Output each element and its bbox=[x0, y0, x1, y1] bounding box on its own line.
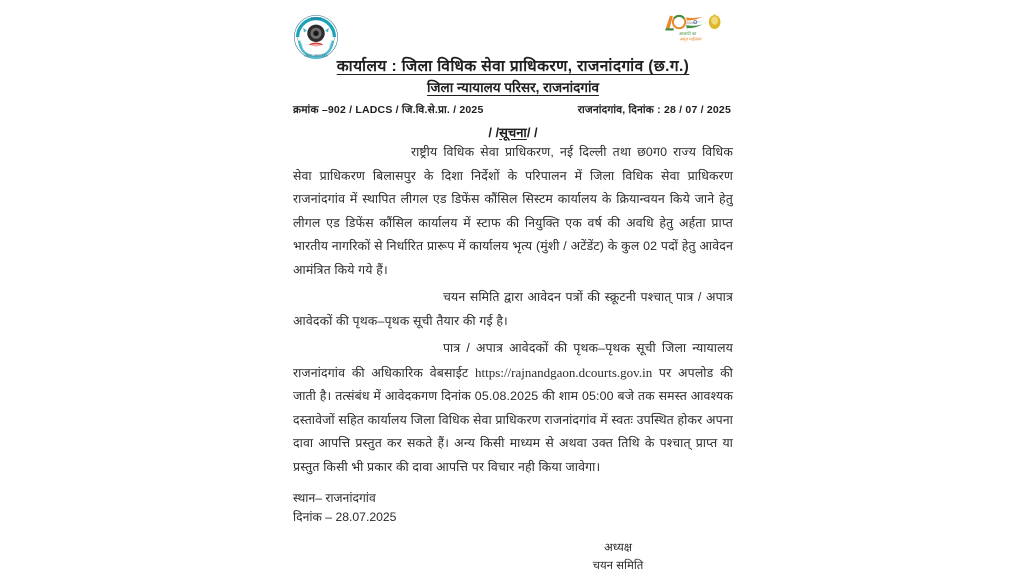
notice-heading-prefix: / / bbox=[488, 125, 500, 140]
paragraph-3 bbox=[293, 337, 733, 479]
closing-place: स्थान– राजनांदगांव bbox=[293, 491, 376, 505]
signatory-committee: चयन समिति bbox=[592, 560, 644, 572]
office-title-line1: कार्यालय : जिला विधिक सेवा प्राधिकरण, राजनांदगांव (छ.ग.) bbox=[336, 58, 690, 75]
notice-document bbox=[293, 0, 733, 575]
svg-text:आज़ादी का: आज़ादी का bbox=[678, 31, 697, 37]
paragraph-3-pre-url: पात्र / अपात्र आवेदकों की पृथक–पृथक सूची जिला न्यायालय राजनांदगांव की अधिकारिक वेबसाईट bbox=[293, 341, 733, 380]
reference-row bbox=[293, 103, 733, 117]
paragraph-1: राष्ट्रीय विधिक सेवा प्राधिकरण, नई दिल्ली तथा छ0ग0 राज्य विधिक सेवा प्राधिकरण बिलासपुर के दिशा निर्देशों के परिपालन में जिला विधिक सेवा प्राधिकरण राजनांदगांव में स्थापित लीगल एड डिफेंस कौंसिल सिस्टम कार्यालय के क्रियान्वयन किये जाने हेतु लीगल एड डिफेंस कौंसिल कार्यालय में स्टाफ की नियुक्ति एक वर्ष की अवधि हेतु अर्हता प्राप्त भारतीय नागरिकों से निर्धारित प्रारूप में कार्यालय भृत्य (मुंशी / अटेंडेंट) के कुल 02 पदों हेतु आवेदन आमंत्रित किये गये हैं। bbox=[293, 145, 733, 277]
signature-block bbox=[293, 539, 733, 575]
office-title-line2: जिला न्यायालय परिसर, राजनांदगांव bbox=[427, 80, 599, 95]
paragraph-2: चयन समिति द्वारा आवेदन पत्रों की स्क्रूटनी पश्चात् पात्र / अपात्र आवेदकों की पृथक–पृथक सूची तैयार की गई है। bbox=[293, 290, 733, 328]
document-header bbox=[293, 54, 733, 96]
closing-date: दिनांक – 28.07.2025 bbox=[293, 510, 397, 524]
paragraph-3-post-url: पर अपलोड की जाती है। तत्संबंध में आवेदकगण दिनांक 05.08.2025 की शाम 05:00 बजे तक समस्त आवश्यक दस्तावेजों सहित कार्यालय जिला विधिक सेवा प्राधिकरण राजनांदगांव में स्वतः उपस्थित होकर अपना दावा आपत्ति प्रस्तुत कर सकते हैं। अन्य किसी माध्यम से अथवा उक्त तिथि के पश्चात् प्राप्त या प्रस्तुत किसी भी प्रकार की दावा आपत्ति पर विचार नही किया जावेगा। bbox=[293, 365, 733, 474]
svg-text:अमृत महोत्सव: अमृत महोत्सव bbox=[679, 36, 702, 42]
notice-heading-suffix: / / bbox=[526, 125, 538, 140]
svg-text:NALSA: NALSA bbox=[310, 16, 322, 21]
closing-block bbox=[293, 489, 733, 527]
logo-row bbox=[293, 0, 733, 58]
notice-url[interactable]: https://rajnandgaon.dcourts.gov.in bbox=[475, 364, 653, 380]
notice-heading bbox=[293, 123, 733, 141]
nalsa-emblem-icon bbox=[293, 14, 339, 60]
svg-text:LEGAL SERVICES: LEGAL SERVICES bbox=[304, 54, 328, 58]
reference-number: क्रमांक –902 / LADCS / जि.वि.से.प्रा. / 2025 bbox=[293, 104, 484, 116]
notice-heading-word: सूचना bbox=[499, 125, 527, 140]
azadi-ka-amrit-mahotsav-logo-icon bbox=[662, 12, 724, 46]
signatory-designation: अध्यक्ष bbox=[603, 542, 633, 554]
place-and-date: राजनांदगांव, दिनांक : 28 / 07 / 2025 bbox=[577, 104, 731, 116]
